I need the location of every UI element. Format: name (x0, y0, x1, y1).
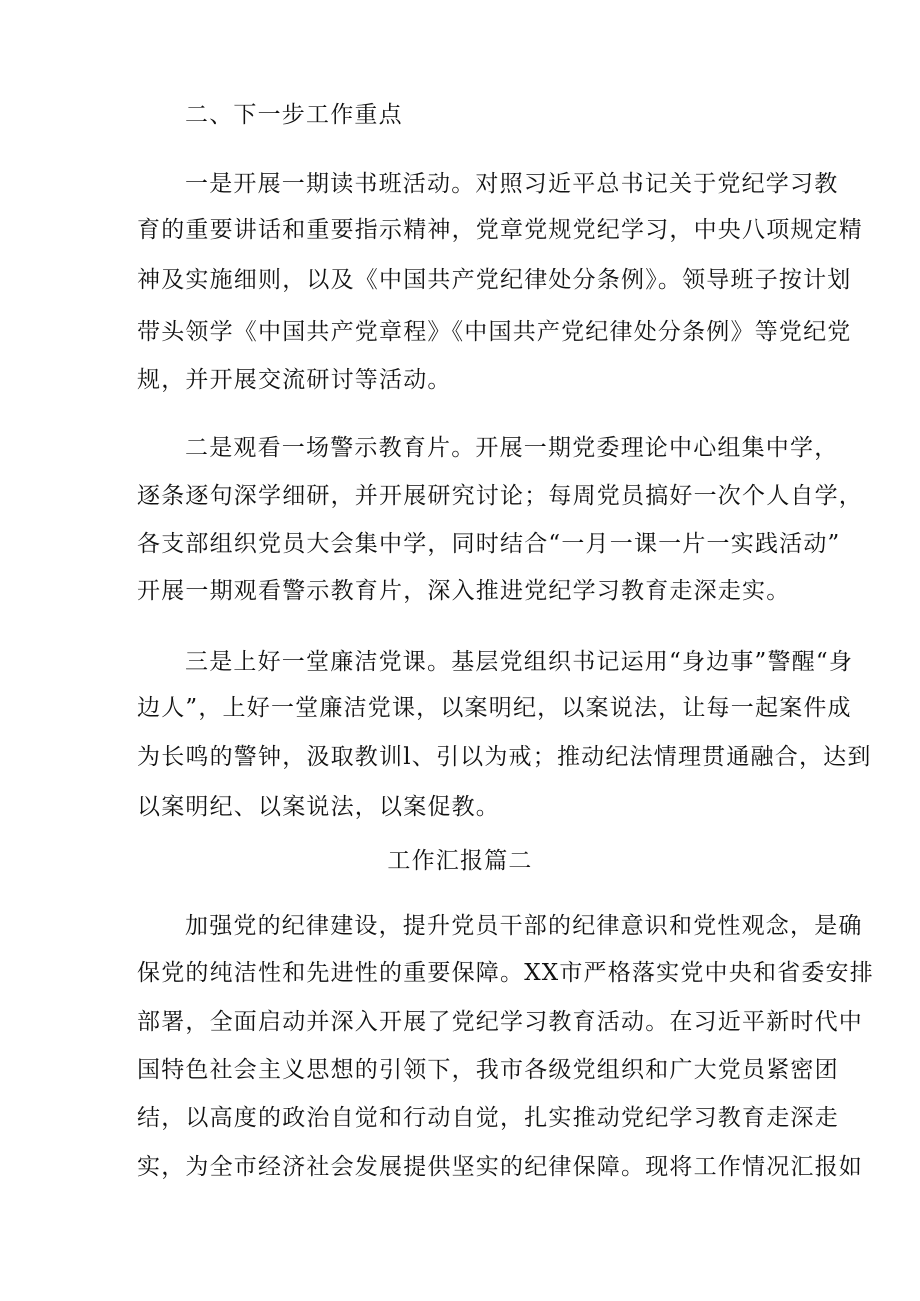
report2-line: 保党的纯洁性和先进性的重要保障。XX市严格落实党中央和省委安排 (137, 960, 874, 986)
report2-line: 国特色社会主义思想的引领下，我市各级党组织和广大党员紧密团 (137, 1057, 839, 1083)
item2-line: 开展一期观看警示教育片，深入推进党纪学习教育走深走实。 (137, 578, 791, 604)
item1-line: 规，并开展交流研讨等活动。 (137, 367, 452, 393)
item1-line: 带头领学《中国共产党章程》《中国共产党纪律处分条例》等党纪党 (137, 319, 852, 345)
report2-line: 结，以高度的政治自觉和行动自觉，扎实推动党纪学习教育走深走 (137, 1105, 839, 1131)
item3-line: 边人”，上好一堂廉洁党课，以案明纪，以案说法，让每一起案件成 (137, 695, 852, 721)
report2-line: 加强党的纪律建设，提升党员干部的纪律意识和党性观念，是确 (185, 913, 863, 939)
section-heading: 二、下一步工作重点 (185, 102, 403, 128)
item1-line: 育的重要讲话和重要指示精神，党章党规党纪学习，中央八项规定精 (137, 217, 863, 243)
report2-line: 部署，全面启动并深入开展了党纪学习教育活动。在习近平新时代中 (137, 1009, 863, 1035)
item3-line: 以案明纪、以案说法，以案促教。 (137, 794, 500, 820)
item2-line: 逐条逐句深学细研，并开展研究讨论；每周党员搞好一次个人自学， (137, 483, 863, 509)
item2-line: 各支部组织党员大会集中学，同时结合“一月一课一片一实践活动” (137, 531, 841, 557)
item1-line: 神及实施细则，以及《中国共产党纪律处分条例》。领导班子按计划 (137, 267, 852, 293)
item3-line: 三是上好一堂廉洁党课。基层党组织书记运用“身边事”警醒“身 (185, 649, 854, 675)
report2-line: 实，为全市经济社会发展提供坚实的纪律保障。现将工作情况汇报如 (137, 1154, 863, 1180)
item1-line: 一是开展一期读书班活动。对照习近平总书记关于党纪学习教 (185, 171, 839, 197)
item3-line: 为长鸣的警钟，汲取教训l、引以为戒；推动纪法情理贯通融合，达到 (137, 744, 872, 770)
item2-line: 二是观看一场警示教育片。开展一期党委理论中心组集中学， (185, 435, 839, 461)
report2-title: 工作汇报篇二 (387, 848, 533, 874)
